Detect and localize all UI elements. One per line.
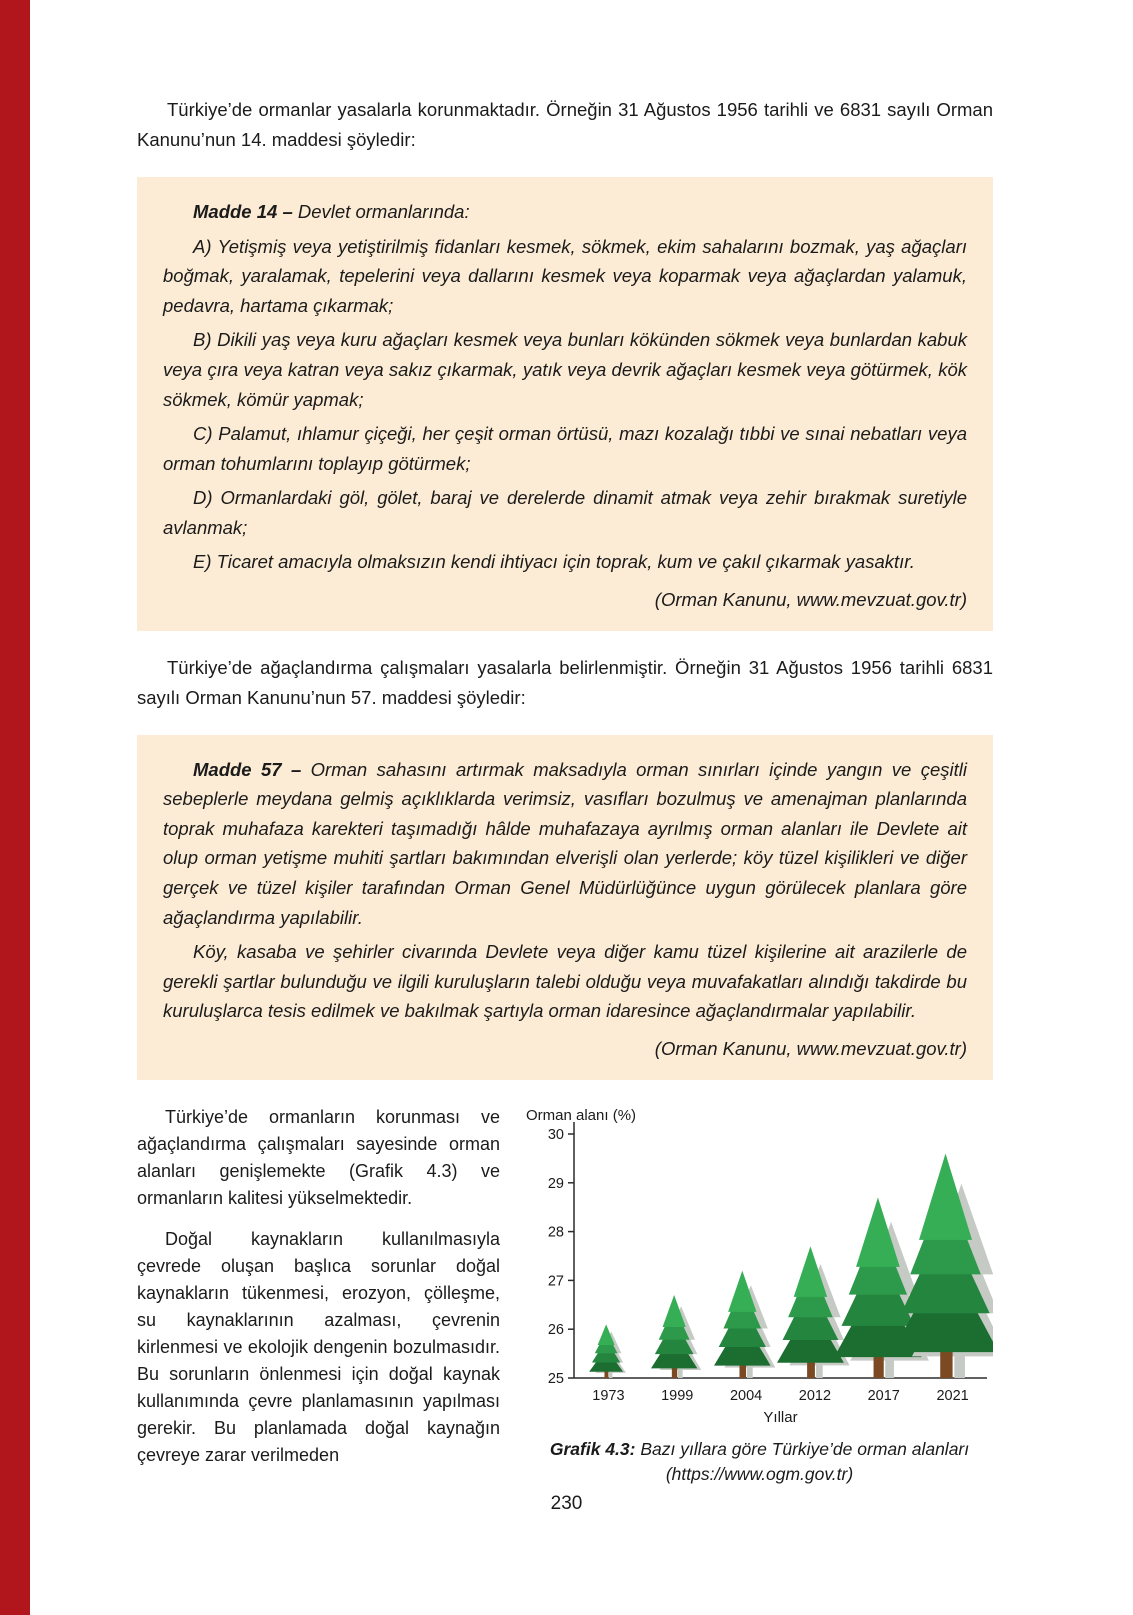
- y-tick-label: 27: [547, 1272, 564, 1289]
- y-tick-label: 25: [547, 1370, 564, 1387]
- tree-pictogram: [589, 1324, 626, 1378]
- y-tick-label: 28: [547, 1224, 564, 1241]
- y-tick-label: 30: [547, 1126, 564, 1143]
- chart-caption-label: Grafik 4.3:: [549, 1438, 636, 1459]
- law-article-57-box: [137, 735, 993, 1080]
- law-14-item-e: E) Ticaret amacıyla olmaksızın kendi ihtiyacı için toprak, kum ve çakıl çıkarmak yasaktır.: [193, 551, 915, 573]
- tree-pictogram: [777, 1246, 849, 1378]
- law-14-article-number: Madde 14 –: [193, 200, 293, 222]
- law-57-source: (Orman Kanunu, www.mevzuat.gov.tr): [654, 1037, 967, 1059]
- forest-area-chart: [526, 1104, 993, 1431]
- page-edge-accent-bar: [0, 0, 30, 1615]
- two-column-section: [137, 1104, 993, 1488]
- x-tick-label: 1999: [661, 1387, 694, 1404]
- law-14-item-c: C) Palamut, ıhlamur çiçeği, her çeşit orman örtüsü, mazı kozalağı tıbbi ve sınai nebatları veya orman tohumlarını toplayıp götürmek;: [163, 423, 967, 474]
- chart-caption-text: Bazı yıllara göre Türkiye’de orman alanları: [640, 1438, 970, 1459]
- law-14-heading-text: Devlet ormanlarında:: [297, 200, 470, 222]
- law-14-heading: [163, 197, 967, 227]
- law-article-14-box: [137, 177, 993, 631]
- chart-caption-source: (https://www.ogm.gov.tr): [665, 1463, 854, 1484]
- x-tick-label: 2004: [729, 1387, 763, 1404]
- column-paragraph-2: Doğal kaynakların kullanılmasıyla çevrede oluşan başlıca sorunlar doğal kaynakların tükenmesi, erozyon, çölleşme, su kaynaklarının azalması, çevrenin kirlenmesi ve ekolojik dengenin bozulmasıdır. Bu sorunların önlenmesi için doğal kaynak kullanımında çevre planlamasının yapılması gerekir. Bu planlamada doğal kaynağın çevreye zarar verilmeden: [137, 1228, 500, 1465]
- intro-paragraph-2: Türkiye’de ağaçlandırma çalışmaları yasalarla belirlenmiştir. Örneğin 31 Ağustos 1956 tarihli 6831 sayılı Orman Kanunu’nun 57. maddesi şöyledir:: [137, 656, 993, 708]
- chart-column: [526, 1104, 993, 1488]
- page-content: [137, 0, 993, 1487]
- law-14-source: (Orman Kanunu, www.mevzuat.gov.tr): [654, 589, 967, 611]
- body-text-column: [137, 1104, 500, 1488]
- chart-svg: [526, 1104, 993, 1426]
- tree-pictogram: [714, 1270, 775, 1377]
- page-number: 230: [550, 1493, 583, 1514]
- column-paragraph-1: Türkiye’de ormanların korunması ve ağaçlandırma çalışmaları sayesinde orman alanları genişlemekte (Grafik 4.3) ve ormanların kalitesi yükselmektedir.: [137, 1106, 500, 1208]
- law-57-paragraph-1: [163, 755, 967, 933]
- x-tick-label: 2021: [936, 1387, 969, 1404]
- x-tick-label: 2012: [798, 1387, 832, 1404]
- law-57-article-number: Madde 57 –: [193, 758, 302, 780]
- y-tick-label: 29: [547, 1175, 564, 1192]
- law-57-paragraph-1-text: Orman sahasını artırmak maksadıyla orman sınırları içinde yangın ve çeşitli sebeplerle meydana gelmiş açıklıklarda verimsiz, vasıfları bozulmuş ve amenajman planlarında toprak muhafaza karekteri taşımadığı hâlde muhafazaya ayrılmış orman alanları ile Devlete ait olup orman yetişme muhiti şartları bakımından elverişli olan yerlerde; köy tüzel kişilikleri ve diğer gerçek ve tüzel kişiler tarafından Orman Genel Müdürlüğünce uygun görülecek planlara göre ağaçlandırma yapılabilir.: [163, 758, 967, 928]
- chart-caption: [526, 1437, 993, 1488]
- y-axis-title: Orman alanı (%): [526, 1106, 637, 1124]
- law-14-item-b: B) Dikili yaş veya kuru ağaçları kesmek veya bunları kökünden sökmek veya bunlardan kabuk veya çıra veya katran veya sakız çıkarmak, yatık veya devrik ağaçları kesmek veya götürmek, kök sökmek, kömür yapmak;: [163, 329, 967, 410]
- tree-pictogram: [651, 1295, 701, 1378]
- x-axis-title: Yıllar: [763, 1408, 798, 1426]
- law-57-paragraph-2: Köy, kasaba ve şehirler civarında Devlete veya diğer kamu tüzel kişilerine ait arazilerle de gerekli şartlar bulunduğu ve ilgili kuruluşların talebi olduğu veya muvafakatları alındığı takdirde bu kuruluşlarca tesis edilmek ve bakılmak şartıyla orman idaresince ağaçlandırmalar yapılabilir.: [163, 941, 967, 1022]
- law-14-item-d: D) Ormanlardaki göl, gölet, baraj ve derelerde dinamit atmak veya zehir bırakmak suretiyle avlanmak;: [163, 487, 967, 538]
- intro-paragraph-1: Türkiye’de ormanlar yasalarla korunmaktadır. Örneğin 31 Ağustos 1956 tarihli ve 6831 sayılı Orman Kanunu’nun 14. maddesi şöyledir:: [137, 99, 993, 150]
- tree-pictogram: [893, 1153, 993, 1377]
- x-tick-label: 2017: [867, 1387, 900, 1404]
- y-tick-label: 26: [547, 1321, 564, 1338]
- law-14-item-a: A) Yetişmiş veya yetiştirilmiş fidanları kesmek, sökmek, ekim sahalarını bozmak, yaş ağaçları boğmak, yaralamak, tepelerini veya dallarını kesmek veya koparmak veya ağaçlardan yalamuk, pedavra, hartama çıkarmak;: [163, 235, 967, 316]
- x-tick-label: 1973: [592, 1387, 625, 1404]
